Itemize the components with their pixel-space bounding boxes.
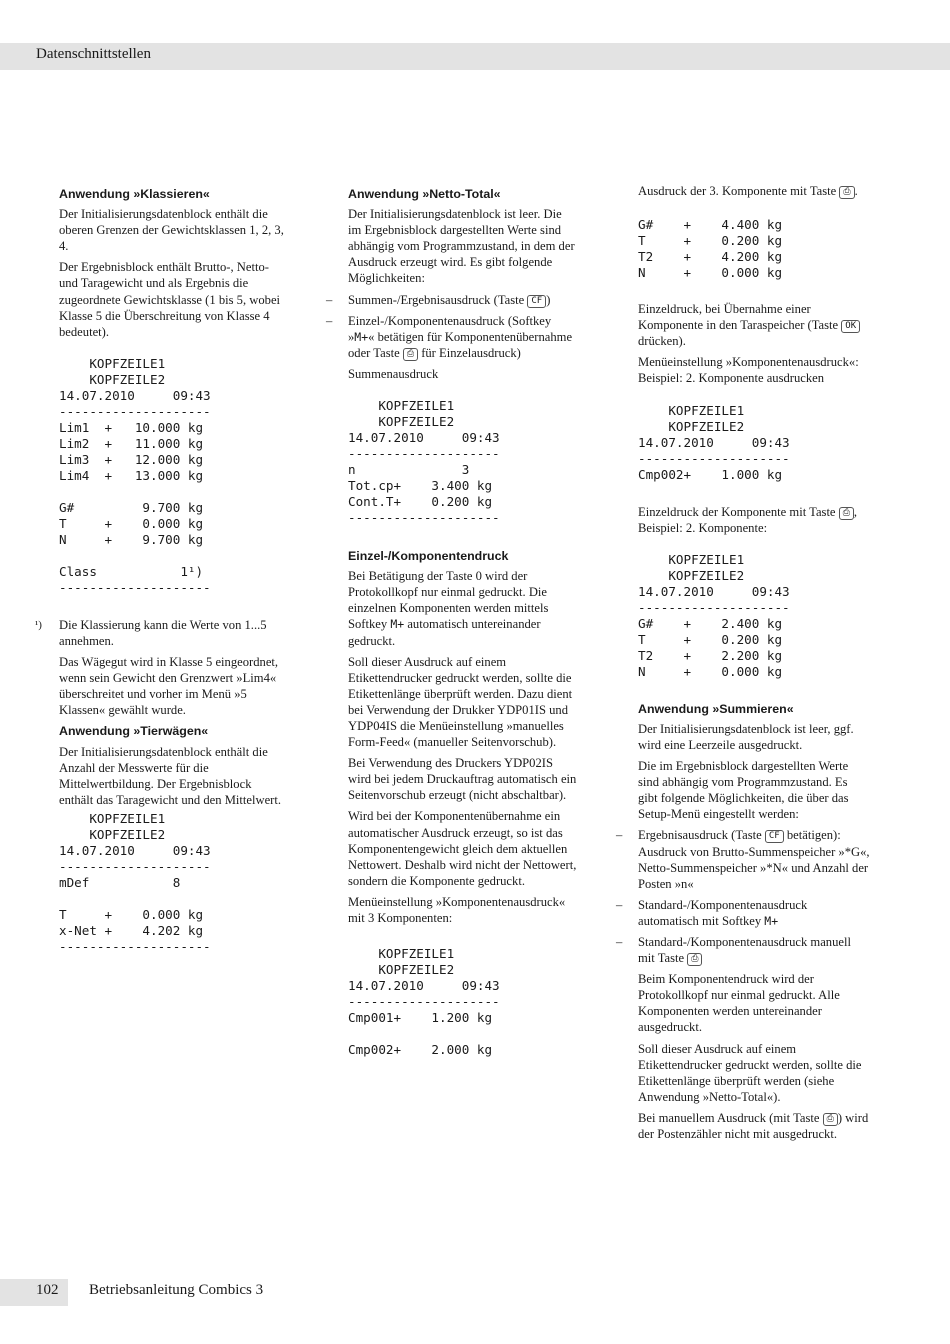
paragraph-text: automatisch untereinander gedruckt.: [348, 617, 541, 648]
ok-key-icon: OK: [841, 320, 860, 333]
paragraph: Summenausdruck: [348, 366, 439, 381]
column-2: [326, 186, 578, 1058]
print-key-icon: ⎙: [839, 507, 854, 520]
paragraph-text: Ausdruck der 3. Komponente mit Taste: [638, 184, 840, 198]
paragraph: Soll dieser Ausdruck auf einem Etikettendrucker gedruckt werden, sollte die Etikettenlänge überprüft werden (siehe Anwendung »Netto-Total«).: [638, 1041, 862, 1104]
paragraph: [348, 568, 578, 648]
list-item: [616, 897, 870, 929]
paragraph: [638, 504, 870, 536]
paragraph: Der Initialisierungsdatenblock ist leer, ggf. wird eine Leerzeile ausgedruckt.: [638, 721, 854, 752]
list-text: Summen-/Ergebnisausdruck (Taste: [348, 292, 528, 307]
list-text: für Einzelausdruck): [418, 345, 521, 360]
printout-komponente-3: G# + 4.400 kg T + 0.200 kg T2 + 4.200 kg N + 0.000 kg: [638, 217, 783, 281]
printout-komponenten: KOPFZEILE1 KOPFZEILE2 14.07.2010 09:43 -------------------- Cmp001+ 1.200 kg Cmp002+ 2.000 kg: [348, 946, 500, 1058]
list-text: Standard-/Komponentenausdruck automatisch mit Softkey: [638, 897, 808, 928]
paragraph: Beispiel: 2. Komponente ausdrucken: [638, 371, 825, 386]
printout-klassieren: KOPFZEILE1 KOPFZEILE2 14.07.2010 09:43 -------------------- Lim1 + 10.000 kg Lim2 + 11.000 kg Lim3 + 12.000 kg Lim4 + 13.000 kg G# 9.700 kg T + 0.000 kg N + 9.700 kg Class 1¹) --------------------: [59, 355, 211, 595]
list-text: betätigen): Ausdruck von Brutto-Summenspeicher »*G«, Netto-Summenspeicher »*N« und Anzahl der Posten »n«: [638, 828, 870, 891]
footer-title: Betriebsanleitung Combics 3: [89, 1282, 264, 1298]
footnote-mark: ¹): [35, 618, 42, 631]
paragraph-text: Bei Betätigung der Taste 0 wird der Protokollkopf nur einmal gedruckt. Die einzelnen Komponenten werden mittels Softkey: [348, 569, 549, 632]
paragraph: [638, 301, 870, 349]
dash-marker: –: [326, 292, 333, 307]
footnote-text: Die Klassierung kann die Werte von 1...5 annehmen.: [59, 617, 267, 648]
paragraph-text: Bei manuellem Ausdruck (mit Taste: [638, 1110, 823, 1125]
paragraph: Wird bei der Komponentenübernahme ein automatischer Ausdruck erzeugt, so ist das Komponentengewicht gleich dem aktuellen Nettowert. Deshalb wird nicht der Nettowert, sondern die Komponente gedruckt.: [348, 809, 577, 888]
cf-key-icon: CF: [765, 830, 784, 843]
paragraph: Menüeinstellung »Komponentenausdruck«:: [638, 355, 859, 370]
paragraph: Die im Ergebnisblock dargestellten Werte sind abhängig vom Programmzustand. Es gibt folgende Möglichkeiten, die über das Setup-Menü eingestellt werden:: [638, 759, 849, 822]
paragraph: Menüeinstellung »Komponentenausdruck« mit 3 Komponenten:: [348, 894, 566, 925]
list-item: [326, 292, 578, 308]
heading-netto-total: Anwendung »Netto-Total«: [348, 187, 501, 201]
printout-einzeldruck: KOPFZEILE1 KOPFZEILE2 14.07.2010 09:43 -------------------- G# + 2.400 kg T + 0.200 kg T2 + 2.200 kg N + 0.000 kg: [638, 551, 790, 679]
list-text: Einzel-/Komponentenausdruck (Softkey »: [348, 313, 552, 344]
dash-marker: –: [616, 828, 623, 843]
print-key-icon: ⎙: [687, 953, 702, 966]
print-key-icon: ⎙: [839, 186, 854, 199]
paragraph: [638, 1110, 870, 1142]
heading-summieren: Anwendung »Summieren«: [638, 701, 794, 716]
dash-marker: –: [326, 313, 333, 328]
heading-tierwaegen: Anwendung »Tierwägen«: [59, 724, 209, 739]
column-1: [35, 186, 285, 955]
printout-tierwaegen: KOPFZEILE1 KOPFZEILE2 14.07.2010 09:43 -------------------- mDef 8 T + 0.000 kg x-Net + 4.202 kg --------------------: [59, 810, 211, 954]
paragraph: [638, 183, 870, 199]
heading-einzel-komponentendruck: Einzel-/Komponentendruck: [348, 549, 509, 564]
list-text: ): [546, 292, 551, 307]
column-3: [616, 183, 870, 1147]
list-text: Standard-/Komponentenausdruck manuell mit Taste: [638, 934, 851, 966]
paragraph-text: , Beispiel: 2. Komponente:: [638, 504, 858, 535]
dash-marker: –: [616, 897, 623, 912]
paragraph-text: ) wird der Postenzähler nicht mit ausgedruckt.: [638, 1110, 869, 1141]
heading-klassieren: Anwendung »Klassieren«: [59, 187, 210, 201]
paragraph: Der Initialisierungsdatenblock ist leer. Die im Ergebnisblock dargestellten Werte sind abhängig vom Programmzustand, in dem der Ausdruck erzeugt wird. Es gibt folgende Möglichkeiten:: [348, 207, 575, 286]
paragraph-text: Einzeldruck der Komponente mit Taste: [638, 504, 839, 519]
footnote-text: Das Wägegut wird in Klasse 5 eingeordnet, wenn sein Gewicht den Grenzwert »Lim4« überschreitet und vorher im Menü »5 Klassen« gewählt wurde.: [59, 655, 279, 718]
print-key-icon: ⎙: [823, 1113, 838, 1126]
paragraph: Beim Komponentendruck wird der Protokollkopf nur einmal gedruckt. Alle Komponenten werden untereinander ausgedruckt.: [638, 972, 840, 1035]
paragraph: Der Initialisierungsdatenblock enthält die Anzahl der Messwerte für die Mittelwertbildung. Der Ergebnisblock enthält das Taragewicht und den Mittelwert.: [59, 744, 282, 807]
list-item: [616, 827, 870, 891]
softkey-label: M+: [390, 617, 405, 632]
list-item: [326, 313, 578, 361]
paragraph-text: Einzeldruck, bei Übernahme einer Komponente in den Taraspeicher (Taste: [638, 302, 842, 333]
paragraph-text: .: [854, 184, 858, 198]
paragraph: Der Initialisierungsdatenblock enthält die oberen Grenzen der Gewichtsklassen 1, 2, 3, 4.: [59, 207, 284, 254]
softkey-label: M+: [354, 329, 369, 344]
paragraph: Soll dieser Ausdruck auf einem Etikettendrucker gedruckt werden, sollte die Etikettenlänge überprüft werden. Dazu dient bei Verwendung der Drukker YDP01IS und YDP04IS die Menüeinstellung »manuelles Form-Feed« (manueller Seitenvorschub).: [348, 654, 573, 750]
section-header-title: Datenschnittstellen: [36, 46, 151, 62]
paragraph-text: drücken).: [638, 334, 686, 349]
paragraph: Bei Verwendung des Druckers YDP02IS wird bei jedem Druckauftrag automatisch ein Seitenvorschub erzeugt (nicht abschaltbar).: [348, 756, 577, 803]
page-number: 102: [36, 1282, 59, 1298]
footnote: [35, 617, 285, 719]
list-item: [616, 934, 870, 966]
printout-komponente-2: KOPFZEILE1 KOPFZEILE2 14.07.2010 09:43 -------------------- Cmp002+ 1.000 kg: [638, 402, 790, 482]
print-key-icon: ⎙: [403, 348, 418, 361]
dash-marker: –: [616, 934, 623, 949]
list-text: « betätigen für Komponentenübernahme oder Taste: [348, 329, 573, 360]
softkey-label: M+: [764, 913, 779, 928]
paragraph: Der Ergebnisblock enthält Brutto-, Netto- und Taragewicht und als Ergebnis die zugeordnete Gewichtsklasse (1 bis 5, wobei Klasse 5 die Überschreitung von Klasse 4 bedeutet).: [59, 260, 281, 339]
printout-summenausdruck: KOPFZEILE1 KOPFZEILE2 14.07.2010 09:43 -------------------- n 3 Tot.cp+ 3.400 kg Cont.T+ 0.200 kg --------------------: [348, 398, 500, 526]
list-text: Ergebnisausdruck (Taste: [638, 828, 765, 843]
cf-key-icon: CF: [527, 295, 546, 308]
